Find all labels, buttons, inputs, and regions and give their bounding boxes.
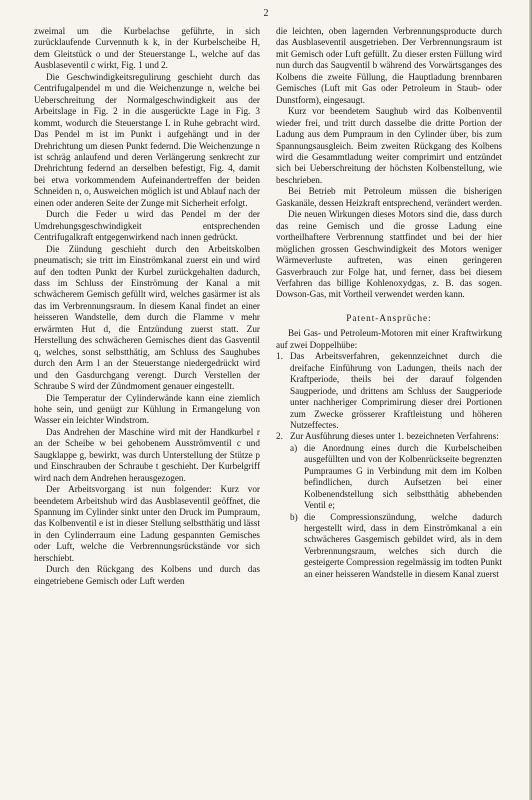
paragraph: Durch den Rückgang des Kolbens und durch das eingetriebene Gemisch oder Luft werden (34, 564, 260, 586)
claim-sub-list (290, 443, 502, 580)
paragraph: Die neuen Wirkungen dieses Motors sind die, dass durch das reine Gemisch und die grosse Ladung eine vortheilhaftere Verbrennung stattfindet und bei der hier möglichen grossen Geschwindigkeit des Motors weniger Wärmeverluste auftreten, was einen geringeren Gasverbrauch zur Folge hat, und ferner, dass bei diesem Verfahren das billige Kohlenoxydgas, z. B. das sogen. Dowson-Gas, mit Vortheil verwendet werden kann. (276, 209, 502, 300)
claim-sub-label: b) (290, 511, 298, 522)
claims-list (276, 351, 502, 580)
claim-sub-item (290, 443, 502, 512)
paragraph: Die Zündung geschieht durch den Arbeitskolben pneumatisch; sie tritt im Einströmkanal zuerst ein und wird auf den todten Punkt der Kurbel zurückgehalten dadurch, dass im Schluss der Einströmung der Kanal a mit schwächerem Gemisch gefüllt wird, welches gasärmer ist als das im Verbrennungsraum. In diesem Kanal findet an einer heisseren Wandstelle, dem durch die Flamme v mehr erwärmten Hut d, die Entzündung zuerst statt. Zur Herstellung des schwächeren Gemisches dient das Gasventil q, welches, sonst selbstthätig, am Schluss des Saughubes durch den Arm l an der Steuerstange niedergedrückt wird und den Gasdurchgang verengt. Durch Verstellen der Schraube S wird der Zündmoment genauer eingestellt. (34, 243, 260, 392)
claim-sub-text: die Compressionszündung, welche dadurch hergestellt wird, dass in dem Einströmkanal a ein schwächeres Gasgemisch gebildet wird, als in dem Verbrennungsraum, welches sich durch die gesteigerte Compression regelmässig im todten Punkt an einer heisseren Wandstelle in diesem Kanal zuerst (304, 511, 502, 579)
claim-sub-text: die Anordnung eines durch die Kurbelscheiben ausgefüllten und von der Kolbenrückseite begrenzten Pumpraumes G in Verbindung mit dem im Kolben befindlichen, durch Aufsetzen bei einer Kolbenendstellung sich selbstthätig abhebenden Ventil e; (304, 442, 502, 511)
paragraph: Die Temperatur der Cylinderwände kann eine ziemlich hohe sein, und genügt zur Kühlung in Ermangelung von Wasser ein leichter Windstrom. (34, 392, 260, 426)
claim-sub-item (290, 512, 502, 581)
paragraph: Durch die Feder u wird das Pendel m der der Umdrehungsgeschwindigkeit entsprechenden Centrifugalkraft entgegenwirkend nach innen gedrückt. (34, 209, 260, 243)
paragraph: Bei Betrieb mit Petroleum müssen die bisherigen Gaskanäle, dessen Heizkraft entsprechend, verändert werden. (276, 186, 503, 208)
claim-item (276, 431, 502, 580)
claim-item (276, 351, 502, 431)
paragraph: die leichten, oben lagernden Verbrennungsproducte durch das Ausblaseventil ausgetrieben. Der Verbrennungsraum ist mit Gemisch oder Luft gefüllt. Zu dieser ersten Füllung wird nun durch das Saugventil b während des Vorwärtsganges des Kolbens die zweite Füllung, die Hauptladung brennbaren Gemisches (Luft mit Gas oder Petroleum in Staub- oder Dunstform), eingesaugt. (276, 26, 502, 105)
claim-number: 1. (276, 351, 283, 362)
paragraph: Der Arbeitsvorgang ist nun folgender: Kurz vor beendetem Arbeitshub wird das Ausblaseventil geöffnet, die Spannung im Cylinder sinkt unter den Druck im Pumpraum, das Kolbenventil e ist in dieser Stellung selbstthätig und lässt in den Cylinderraum eine Ladung gespannten Gemisches oder Luft, welche die Verbrennungsrückstände vor sich herschiebt. (34, 484, 260, 563)
claims-heading: Patent-Ansprüche: (346, 312, 432, 323)
claim-number: 2. (276, 431, 283, 442)
left-column (34, 26, 260, 587)
claim-text: Das Arbeitsverfahren, gekennzeichnet durch die dreifache Einführung von Ladungen, theils nach der Kraftperiode, theils bei der darauf folgenden Saugperiode, und drittens am Schluss der Saugperiode unter nachheriger Comprimirung dieser drei Portionen zum Zwecke grösserer Kraftleistung und höheren Nutzeffectes. (290, 351, 502, 430)
paragraph: Die Geschwindigkeitsregulirung geschieht durch das Centrifugalpendel m und die Weichenzunge n, welche bei Ueberschreitung der Normalgeschwindigkeit aus der Arbeitslage in Fig. 2 in die ausgerückte Lage in Fig. 3 kommt, wodurch die Steuerstange L in Ruhe gebracht wird. Das Pendel m ist im Punkt i aufgehängt und in der Drehrichtung um diesen Punkt federnd. Die Weichenzunge n ist schräg anlaufend und deren Verlängerung senkrecht zur Drehrichtung federnd an derselben befestigt, Fig. 4, damit bei etwa vorkommendem Aufeinandertreffen der beiden Schneiden n, o, Ausweichen möglich ist und Ablauf nach der einen oder anderen Seite der Zunge mit Sicherheit erfolgt. (34, 71, 260, 208)
claims-intro: Bei Gas- und Petroleum-Motoren mit einer Kraftwirkung auf zwei Doppelhübe: (276, 328, 502, 350)
claim-sub-label: a) (290, 442, 298, 453)
page-number: 2 (263, 8, 269, 19)
paragraph: zweimal um die Kurbelachse geführte, in sich zurücklaufende Curvennuth k k, in der Kurbelscheibe H, dem Gleitstück o und der Steuerstange L, welche auf das Ausblaseventil c wirkt, Fig. 1 und 2. (34, 26, 260, 71)
claim-text: Zur Ausführung dieses unter 1. bezeichneten Verfahrens: (290, 431, 499, 442)
paragraph: Kurz vor beendetem Saughub wird das Kolbenventil wieder frei, und tritt durch dasselbe die dritte Portion der Ladung aus dem Pumpraum in den Cylinder über, bis zum Spannungsausgleich. Beim zweiten Rückgang des Kolbens wird die Gesammtladung weiter comprimirt und entzündet sich bei Ueberschreitung der höchsten Kolbenstellung, wie beschrieben. (276, 106, 502, 185)
right-column (276, 26, 502, 580)
paragraph: Das Andrehen der Maschine wird mit der Handkurbel r an der Scheibe w bei gehobenem Ausströmventil c und Saugklappe g, bewirkt, was durch Unterstellung der Stütze p und Einschrauben der Schraube t geschieht. Der Kurbelgriff wird nach dem Andrehen herausgezogen. (34, 426, 260, 483)
